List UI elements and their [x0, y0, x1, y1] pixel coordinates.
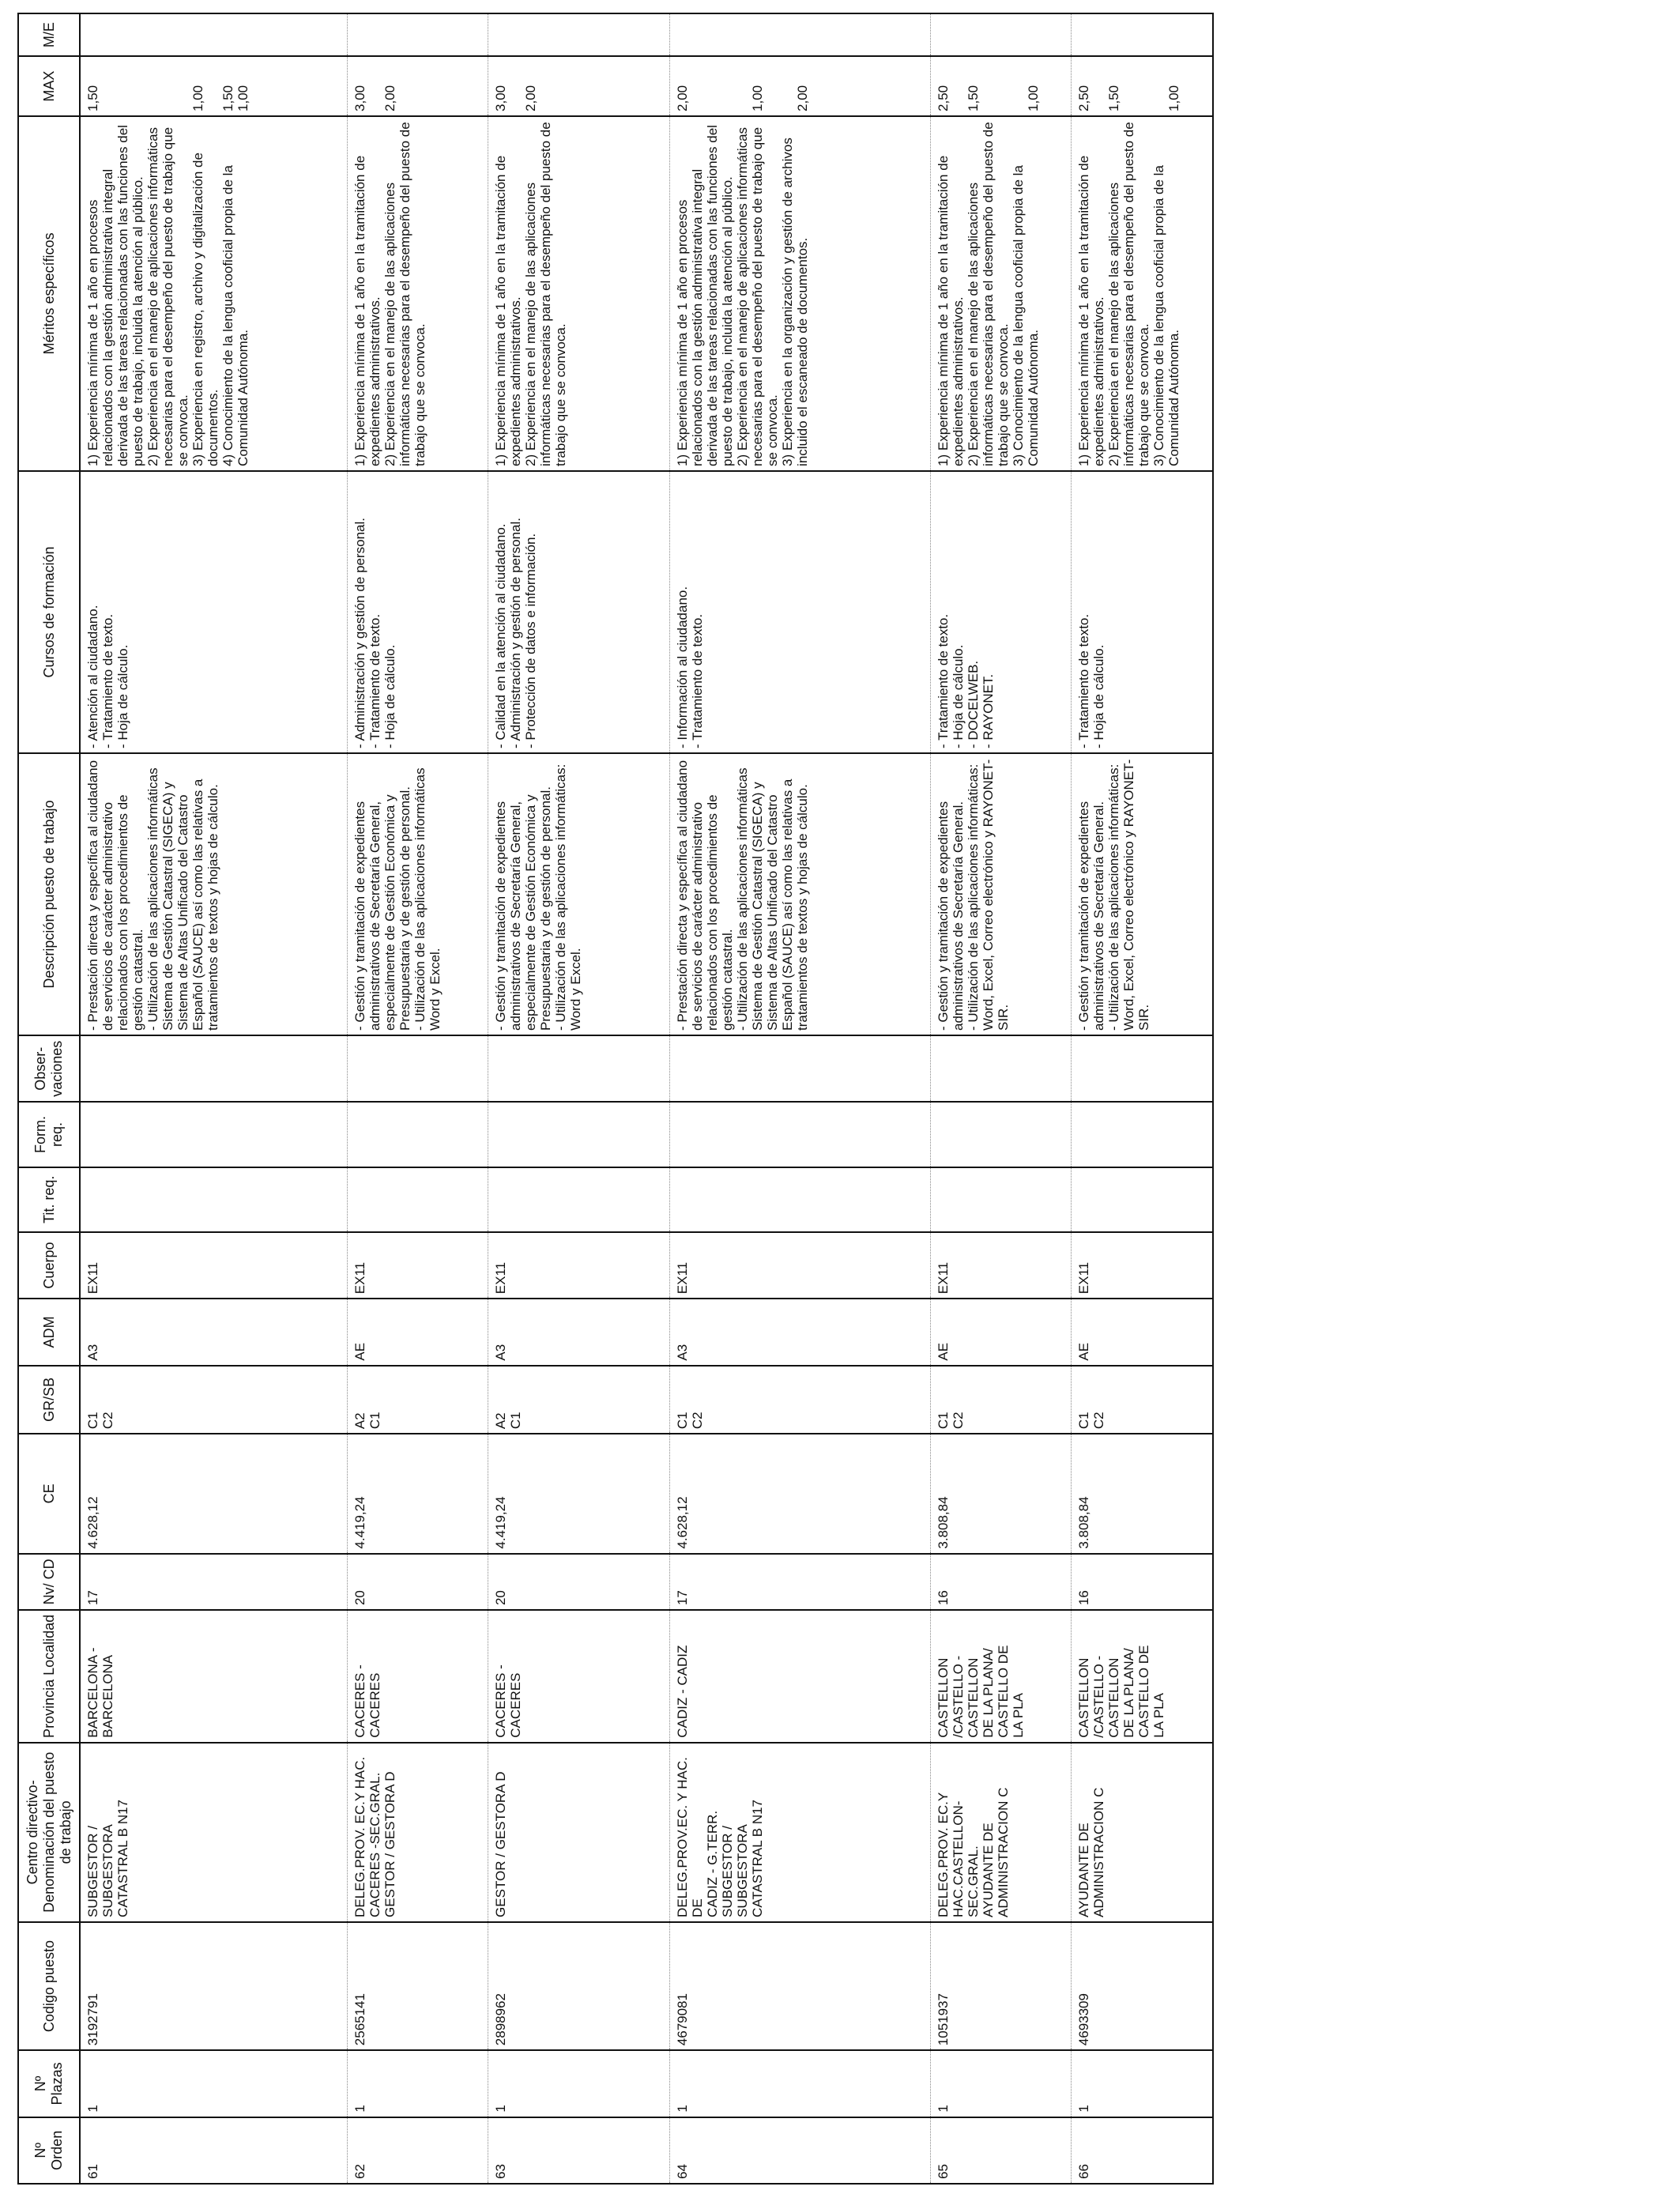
- cell-tit: [669, 1167, 930, 1232]
- cell-ce: 4.419,24: [488, 1434, 669, 1553]
- cell-orden: 62: [347, 2117, 488, 2184]
- cell-cursos: - Calidad en la atención al ciudadano. - Administración y gestión de personal. - Protección de datos e información.: [488, 471, 669, 753]
- cell-meritos: 1) Experiencia mínima de 1 año en la tramitación de expedientes administrativos. 2) Experiencia en el manejo de las aplicaciones informáticas necesarias para el desempeño del puesto de trabajo que se convoca.: [347, 116, 488, 471]
- cell-desc: - Gestión y tramitación de expedientes administrativos de Secretaría General, especialmente de Gestión Económica y Presupuestaria y de gestión de personal. - Utilización de las aplicaciones informáticas Word y Excel.: [347, 753, 488, 1035]
- cell-form: [669, 1102, 930, 1167]
- cell-grsb: A2 C1: [488, 1366, 669, 1434]
- cell-desc: - Gestión y tramitación de expedientes administrativos de Secretaría General. - Utilización de las aplicaciones informáticas: Word, Excel, Correo electrónico y RAYONET-SIR.: [930, 753, 1071, 1035]
- cell-ce: 4.628,12: [669, 1434, 930, 1553]
- cell-centro: [669, 1743, 930, 1922]
- cell-tit: [347, 1167, 488, 1232]
- cell-meritos: 1) Experiencia mínima de 1 año en procesos relacionados con la gestión administrativa integral derivada de las tareas relacionadas con las funciones del puesto de trabajo, incluida la atención al público. 2) Experiencia en el manejo de aplicaciones informáticas necesarias para el desempeño del puesto de trabajo que se convoca. 3) Experiencia en la organización y gestión de archivos incluido el escaneado de documentos.: [669, 116, 930, 471]
- cell-orden: 64: [669, 2117, 930, 2184]
- cell-me: [347, 13, 488, 56]
- max-score: 2,50: [1075, 85, 1091, 111]
- cell-max: [930, 56, 1071, 116]
- puesto-denominacion: AYUDANTE DE ADMINISTRACION C: [980, 1787, 1011, 1917]
- cell-cuerpo: EX11: [930, 1232, 1071, 1299]
- cell-centro: [347, 1743, 488, 1922]
- header-cursos: Cursos de formación: [18, 471, 80, 753]
- cell-nv: 20: [488, 1554, 669, 1610]
- cell-cuerpo: EX11: [669, 1232, 930, 1299]
- cell-ce: 3.808,84: [1071, 1434, 1213, 1553]
- cell-adm: AE: [347, 1299, 488, 1365]
- puesto-denominacion: AYUDANTE DE ADMINISTRACION C: [1075, 1787, 1106, 1917]
- puesto-denominacion: GESTOR / GESTORA D: [382, 1771, 397, 1917]
- header-adm: ADM: [18, 1299, 80, 1365]
- header-max: MAX: [18, 56, 80, 116]
- cell-centro: [488, 1743, 669, 1922]
- cell-adm: A3: [669, 1299, 930, 1365]
- header-desc: Descripción puesto de trabajo: [18, 753, 80, 1035]
- cell-adm: A3: [488, 1299, 669, 1365]
- cell-max: [669, 56, 930, 116]
- cell-max: [1071, 56, 1213, 116]
- max-score: 3,00: [492, 85, 508, 111]
- cell-centro: [1071, 1743, 1213, 1922]
- cell-desc: - Prestación directa y específica al ciudadano de servicios de carácter administrativo relacionados con los procedimientos de gestión catastral. - Utilización de las aplicaciones informáticas Sistema de Gestión Catastral (SIGECA) y Sistema de Altas Unificado del Catastro Español (SAUCE) así como las relativas a tratamientos de textos y hojas de cálculo.: [80, 753, 347, 1035]
- cell-provincia: BARCELONA - BARCELONA: [80, 1610, 347, 1743]
- cell-grsb: C1 C2: [669, 1366, 930, 1434]
- centro-directivo-header: DELEG.PROV. EC.Y HAC. CACERES -SEC.GRAL.: [352, 1756, 382, 1917]
- max-score: 2,00: [522, 85, 538, 111]
- cell-cursos: - Tratamiento de texto. - Hoja de cálculo.: [1071, 471, 1213, 753]
- max-score: 2,00: [794, 85, 810, 111]
- cell-provincia: CADIZ - CADIZ: [669, 1610, 930, 1743]
- cell-codigo: 2565141: [347, 1922, 488, 2050]
- cell-max: [347, 56, 488, 116]
- cell-ce: 4.628,12: [80, 1434, 347, 1553]
- cell-plazas: 1: [1071, 2050, 1213, 2117]
- cell-cursos: - Tratamiento de texto. - Hoja de cálculo. - DOCELWEB. - RAYONET.: [930, 471, 1071, 753]
- header-nv: Nv/ CD: [18, 1554, 80, 1610]
- cell-cursos: - Administración y gestión de personal. - Tratamiento de texto. - Hoja de cálculo.: [347, 471, 488, 753]
- cell-provincia: CACERES - CACERES: [347, 1610, 488, 1743]
- cell-provincia: CASTELLON /CASTELLO - CASTELLON DE LA PLANA/ CASTELLO DE LA PLA: [1071, 1610, 1213, 1743]
- table-row: [80, 13, 347, 2184]
- cell-adm: A3: [80, 1299, 347, 1365]
- header-me: M/E: [18, 13, 80, 56]
- header-grsb: GR/SB: [18, 1366, 80, 1434]
- cell-orden: 66: [1071, 2117, 1213, 2184]
- max-score: 1,00: [1025, 85, 1041, 111]
- header-codigo: Codigo puesto: [18, 1922, 80, 2050]
- header-form: Form. req.: [18, 1102, 80, 1167]
- cell-me: [669, 13, 930, 56]
- cell-me: [80, 13, 347, 56]
- header-plazas: Nº Plazas: [18, 2050, 80, 2117]
- cell-orden: 65: [930, 2117, 1071, 2184]
- cell-cuerpo: EX11: [488, 1232, 669, 1299]
- cell-grsb: A2 C1: [347, 1366, 488, 1434]
- cell-plazas: 1: [347, 2050, 488, 2117]
- max-score: 3,00: [352, 85, 367, 111]
- cell-plazas: 1: [80, 2050, 347, 2117]
- cell-nv: 17: [80, 1554, 347, 1610]
- cell-tit: [488, 1167, 669, 1232]
- cell-form: [80, 1102, 347, 1167]
- cell-codigo: 2898962: [488, 1922, 669, 2050]
- max-score: 2,00: [674, 85, 690, 111]
- cell-nv: 16: [930, 1554, 1071, 1610]
- cell-grsb: C1 C2: [80, 1366, 347, 1434]
- cell-form: [488, 1102, 669, 1167]
- centro-directivo-header: DELEG.PROV. EC.Y HAC.CASTELLON-SEC.GRAL.: [935, 1792, 981, 1917]
- cell-form: [347, 1102, 488, 1167]
- cell-plazas: 1: [488, 2050, 669, 2117]
- table-row: [488, 13, 669, 2184]
- cell-nv: 20: [347, 1554, 488, 1610]
- cell-meritos: 1) Experiencia mínima de 1 año en la tramitación de expedientes administrativos. 2) Experiencia en el manejo de las aplicaciones informáticas necesarias para el desempeño del puesto de trabajo que se convoca. 3) Conocimiento de la lengua cooficial propia de la Comunidad Autónoma.: [1071, 116, 1213, 471]
- cell-centro: [930, 1743, 1071, 1922]
- cell-grsb: C1 C2: [930, 1366, 1071, 1434]
- table-header-row: [18, 13, 80, 2184]
- cell-meritos: 1) Experiencia mínima de 1 año en la tramitación de expedientes administrativos. 2) Experiencia en el manejo de las aplicaciones informáticas necesarias para el desempeño del puesto de trabajo que se convoca. 3) Conocimiento de la lengua cooficial propia de la Comunidad Autónoma.: [930, 116, 1071, 471]
- puesto-denominacion: GESTOR / GESTORA D: [492, 1771, 508, 1917]
- table-row: [669, 13, 930, 2184]
- cell-obs: [1071, 1035, 1213, 1102]
- cell-ce: 4.419,24: [347, 1434, 488, 1553]
- max-score: 1,00: [1166, 85, 1181, 111]
- cell-tit: [930, 1167, 1071, 1232]
- cell-ce: 3.808,84: [930, 1434, 1071, 1553]
- max-score: 2,00: [382, 85, 397, 111]
- cell-codigo: 3192791: [80, 1922, 347, 2050]
- max-score: 1,00: [749, 85, 765, 111]
- table-row: [1071, 13, 1213, 2184]
- cell-cuerpo: EX11: [347, 1232, 488, 1299]
- cell-me: [488, 13, 669, 56]
- cell-desc: - Prestación directa y específica al ciudadano de servicios de carácter administrativo relacionados con los procedimientos de gestión catastral. - Utilización de las aplicaciones informáticas Sistema de Gestión Catastral (SIGECA) y Sistema de Altas Unificado del Catastro Español (SAUCE) así como las relativas a tratamientos de textos y hojas de cálculo.: [669, 753, 930, 1035]
- cell-me: [930, 13, 1071, 56]
- cell-provincia: CASTELLON /CASTELLO - CASTELLON DE LA PLANA/ CASTELLO DE LA PLA: [930, 1610, 1071, 1743]
- job-positions-table: [17, 13, 1214, 2185]
- cell-form: [1071, 1102, 1213, 1167]
- table-row: [347, 13, 488, 2184]
- cell-grsb: C1 C2: [1071, 1366, 1213, 1434]
- cell-me: [1071, 13, 1213, 56]
- header-meritos: Méritos específicos: [18, 116, 80, 471]
- cell-obs: [669, 1035, 930, 1102]
- centro-directivo-header: DELEG.PROV.EC. Y HAC. DE CADIZ - G.TERR.: [674, 1757, 720, 1917]
- cell-codigo: 1051937: [930, 1922, 1071, 2050]
- max-score: 1,00: [235, 85, 250, 111]
- cell-orden: 63: [488, 2117, 669, 2184]
- cell-cursos: - Información al ciudadano. - Tratamiento de texto.: [669, 471, 930, 753]
- header-obs: Obser- vaciones: [18, 1035, 80, 1102]
- cell-desc: - Gestión y tramitación de expedientes administrativos de Secretaría General. - Utilización de las aplicaciones informáticas: Word, Excel, Correo electrónico y RAYONET-SIR.: [1071, 753, 1213, 1035]
- header-ce: CE: [18, 1434, 80, 1553]
- puesto-denominacion: SUBGESTOR / SUBGESTORA CATASTRAL B N17: [85, 1799, 130, 1917]
- cell-codigo: 4679081: [669, 1922, 930, 2050]
- cell-provincia: CACERES - CACERES: [488, 1610, 669, 1743]
- max-score: 2,50: [935, 85, 951, 111]
- cell-obs: [930, 1035, 1071, 1102]
- cell-cursos: - Atención al ciudadano. - Tratamiento de texto. - Hoja de cálculo.: [80, 471, 347, 753]
- puesto-denominacion: SUBGESTOR / SUBGESTORA CATASTRAL B N17: [719, 1799, 765, 1917]
- header-cuerpo: Cuerpo: [18, 1232, 80, 1299]
- cell-meritos: 1) Experiencia mínima de 1 año en la tramitación de expedientes administrativos. 2) Experiencia en el manejo de las aplicaciones informáticas necesarias para el desempeño del puesto de trabajo que se convoca.: [488, 116, 669, 471]
- max-score: 1,00: [190, 85, 205, 111]
- cell-codigo: 4693309: [1071, 1922, 1213, 2050]
- cell-tit: [80, 1167, 347, 1232]
- cell-max: [80, 56, 347, 116]
- cell-obs: [347, 1035, 488, 1102]
- max-score: 1,50: [85, 85, 100, 111]
- header-centro: Centro directivo- Denominación del puesto de trabajo: [18, 1743, 80, 1922]
- cell-plazas: 1: [669, 2050, 930, 2117]
- header-orden: Nº Orden: [18, 2117, 80, 2184]
- cell-meritos: 1) Experiencia mínima de 1 año en procesos relacionados con la gestión administrativa integral derivada de las tareas relacionadas con las funciones del puesto de trabajo, incluida la atención al público. 2) Experiencia en el manejo de aplicaciones informáticas necesarias para el desempeño del puesto de trabajo que se convoca. 3) Experiencia en registro, archivo y digitalización de documentos. 4) Conocimiento de la lengua cooficial propia de la Comunidad Autónoma.: [80, 116, 347, 471]
- cell-cuerpo: EX11: [1071, 1232, 1213, 1299]
- max-score: 1,50: [1106, 85, 1121, 111]
- cell-nv: 17: [669, 1554, 930, 1610]
- cell-form: [930, 1102, 1071, 1167]
- max-score: 1,50: [220, 85, 235, 111]
- cell-tit: [1071, 1167, 1213, 1232]
- cell-plazas: 1: [930, 2050, 1071, 2117]
- cell-centro: [80, 1743, 347, 1922]
- header-provincia: Provincia Localidad: [18, 1610, 80, 1743]
- cell-max: [488, 56, 669, 116]
- cell-nv: 16: [1071, 1554, 1213, 1610]
- table-row: [930, 13, 1071, 2184]
- header-tit: Tit. req.: [18, 1167, 80, 1232]
- max-score: 1,50: [965, 85, 981, 111]
- cell-desc: - Gestión y tramitación de expedientes administrativos de Secretaría General, especialmente de Gestión Económica y Presupuestaria y de gestión de personal. - Utilización de las aplicaciones informáticas: Word y Excel.: [488, 753, 669, 1035]
- cell-obs: [488, 1035, 669, 1102]
- cell-obs: [80, 1035, 347, 1102]
- cell-orden: 61: [80, 2117, 347, 2184]
- cell-adm: AE: [1071, 1299, 1213, 1365]
- cell-adm: AE: [930, 1299, 1071, 1365]
- cell-cuerpo: EX11: [80, 1232, 347, 1299]
